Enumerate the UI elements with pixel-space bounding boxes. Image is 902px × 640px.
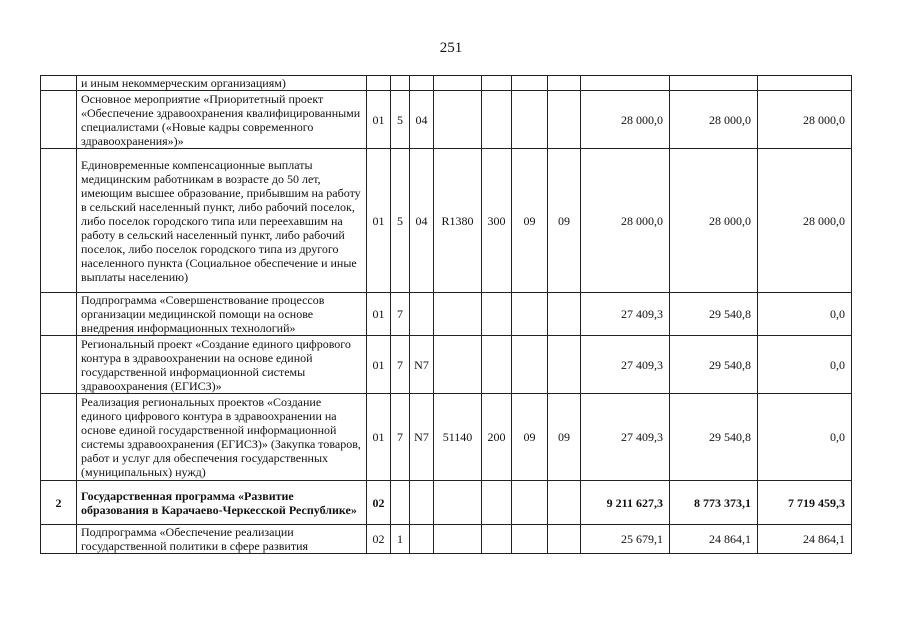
- amount-year-2: 8 773 373,1: [670, 481, 758, 525]
- code-direction: [434, 336, 482, 394]
- code-expense-type: [482, 293, 512, 336]
- item-name: Реализация региональных проектов «Создание единого цифрового контура в здравоохранении на основе единой государственной информационной системы здравоохранения (ЕГИСЗ)» (Закупка товаров, работ и услуг для обеспечения государственных (муниципальных) нужд): [77, 394, 367, 481]
- code-section: [512, 481, 548, 525]
- code-expense-type: [482, 336, 512, 394]
- code-expense-type: 200: [482, 394, 512, 481]
- amount-year-1: 27 409,3: [581, 394, 670, 481]
- code-subsection: [548, 525, 581, 554]
- code-section: 09: [512, 394, 548, 481]
- code-program: 02: [367, 525, 391, 554]
- code-expense-type: 300: [482, 149, 512, 293]
- code-direction: [434, 525, 482, 554]
- amount-year-1: 9 211 627,3: [581, 481, 670, 525]
- code-direction: [434, 481, 482, 525]
- code-section: [512, 293, 548, 336]
- code-section: [512, 91, 548, 149]
- amount-year-1: 27 409,3: [581, 336, 670, 394]
- code-subsection: [548, 293, 581, 336]
- code-program: 01: [367, 149, 391, 293]
- code-expense-type: [482, 481, 512, 525]
- code-section: [512, 336, 548, 394]
- code-subsection: [548, 91, 581, 149]
- amount-year-2: [670, 76, 758, 91]
- code-program: 02: [367, 481, 391, 525]
- code-subprogram: 1: [391, 525, 410, 554]
- item-name: Основное мероприятие «Приоритетный проект «Обеспечение здравоохранения квалифицированными специалистами («Новые кадры современного здравоохранения»)»: [77, 91, 367, 149]
- table-row: [41, 293, 852, 336]
- code-direction: [434, 76, 482, 91]
- code-subsection: [548, 336, 581, 394]
- row-number: [41, 149, 77, 293]
- table-row: [41, 394, 852, 481]
- code-program: 01: [367, 293, 391, 336]
- code-subprogram: 5: [391, 91, 410, 149]
- code-event: [410, 525, 434, 554]
- amount-year-3: 28 000,0: [758, 149, 852, 293]
- amount-year-3: 0,0: [758, 336, 852, 394]
- item-name: Государственная программа «Развитие образования в Карачаево-Черкесской Республике»: [77, 481, 367, 525]
- code-direction: [434, 293, 482, 336]
- amount-year-1: 27 409,3: [581, 293, 670, 336]
- code-direction: 51140: [434, 394, 482, 481]
- amount-year-2: 29 540,8: [670, 336, 758, 394]
- code-event: [410, 481, 434, 525]
- code-section: [512, 525, 548, 554]
- table-row: [41, 76, 852, 91]
- amount-year-2: 28 000,0: [670, 149, 758, 293]
- code-event: 04: [410, 149, 434, 293]
- amount-year-3: 28 000,0: [758, 91, 852, 149]
- code-event: 04: [410, 91, 434, 149]
- budget-table: [40, 75, 852, 554]
- code-section: [512, 76, 548, 91]
- amount-year-1: 28 000,0: [581, 91, 670, 149]
- code-subprogram: [391, 76, 410, 91]
- code-event: [410, 76, 434, 91]
- row-number: 2: [41, 481, 77, 525]
- code-subsection: [548, 481, 581, 525]
- code-program: 01: [367, 394, 391, 481]
- code-program: 01: [367, 91, 391, 149]
- amount-year-3: 7 719 459,3: [758, 481, 852, 525]
- row-number: [41, 336, 77, 394]
- row-number: [41, 394, 77, 481]
- item-name: Единовременные компенсационные выплаты медицинским работникам в возрасте до 50 лет, имеющим высшее образование, прибывшим на работу в сельский населенный пункт, либо рабочий поселок, либо поселок городского типа или переехавшим на работу в сельский населенный пункт, либо рабочий поселок, либо поселок городского типа из другого населенного пункта (Социальное обеспечение и иные выплаты населению): [77, 149, 367, 293]
- code-expense-type: [482, 76, 512, 91]
- row-number: [41, 76, 77, 91]
- amount-year-2: 29 540,8: [670, 293, 758, 336]
- table-row: [41, 336, 852, 394]
- amount-year-3: 0,0: [758, 394, 852, 481]
- amount-year-2: 28 000,0: [670, 91, 758, 149]
- row-number: [41, 91, 77, 149]
- item-name: Подпрограмма «Обеспечение реализации государственной политики в сфере развития: [77, 525, 367, 554]
- amount-year-1: [581, 76, 670, 91]
- page-number: 251: [439, 40, 463, 56]
- amount-year-2: 24 864,1: [670, 525, 758, 554]
- table-row: [41, 525, 852, 554]
- row-number: [41, 525, 77, 554]
- code-direction: R1380: [434, 149, 482, 293]
- code-expense-type: [482, 91, 512, 149]
- code-direction: [434, 91, 482, 149]
- code-subprogram: 7: [391, 336, 410, 394]
- code-subprogram: [391, 481, 410, 525]
- table-row: [41, 481, 852, 525]
- code-subsection: 09: [548, 394, 581, 481]
- table-row: [41, 91, 852, 149]
- item-name: и иным некоммерческим организациям): [77, 76, 367, 91]
- code-event: N7: [410, 394, 434, 481]
- row-number: [41, 293, 77, 336]
- amount-year-3: 0,0: [758, 293, 852, 336]
- code-program: [367, 76, 391, 91]
- amount-year-2: 29 540,8: [670, 394, 758, 481]
- amount-year-1: 28 000,0: [581, 149, 670, 293]
- table-row: [41, 149, 852, 293]
- code-subprogram: 7: [391, 293, 410, 336]
- code-program: 01: [367, 336, 391, 394]
- item-name: Подпрограмма «Совершенствование процессов организации медицинской помощи на основе внедрения информационных технологий»: [77, 293, 367, 336]
- code-event: N7: [410, 336, 434, 394]
- code-subprogram: 7: [391, 394, 410, 481]
- code-subsection: 09: [548, 149, 581, 293]
- amount-year-3: [758, 76, 852, 91]
- amount-year-1: 25 679,1: [581, 525, 670, 554]
- code-event: [410, 293, 434, 336]
- amount-year-3: 24 864,1: [758, 525, 852, 554]
- item-name: Региональный проект «Создание единого цифрового контура в здравоохранении на основе единой государственной информационной системы здравоохранения (ЕГИСЗ)»: [77, 336, 367, 394]
- code-expense-type: [482, 525, 512, 554]
- code-section: 09: [512, 149, 548, 293]
- code-subprogram: 5: [391, 149, 410, 293]
- code-subsection: [548, 76, 581, 91]
